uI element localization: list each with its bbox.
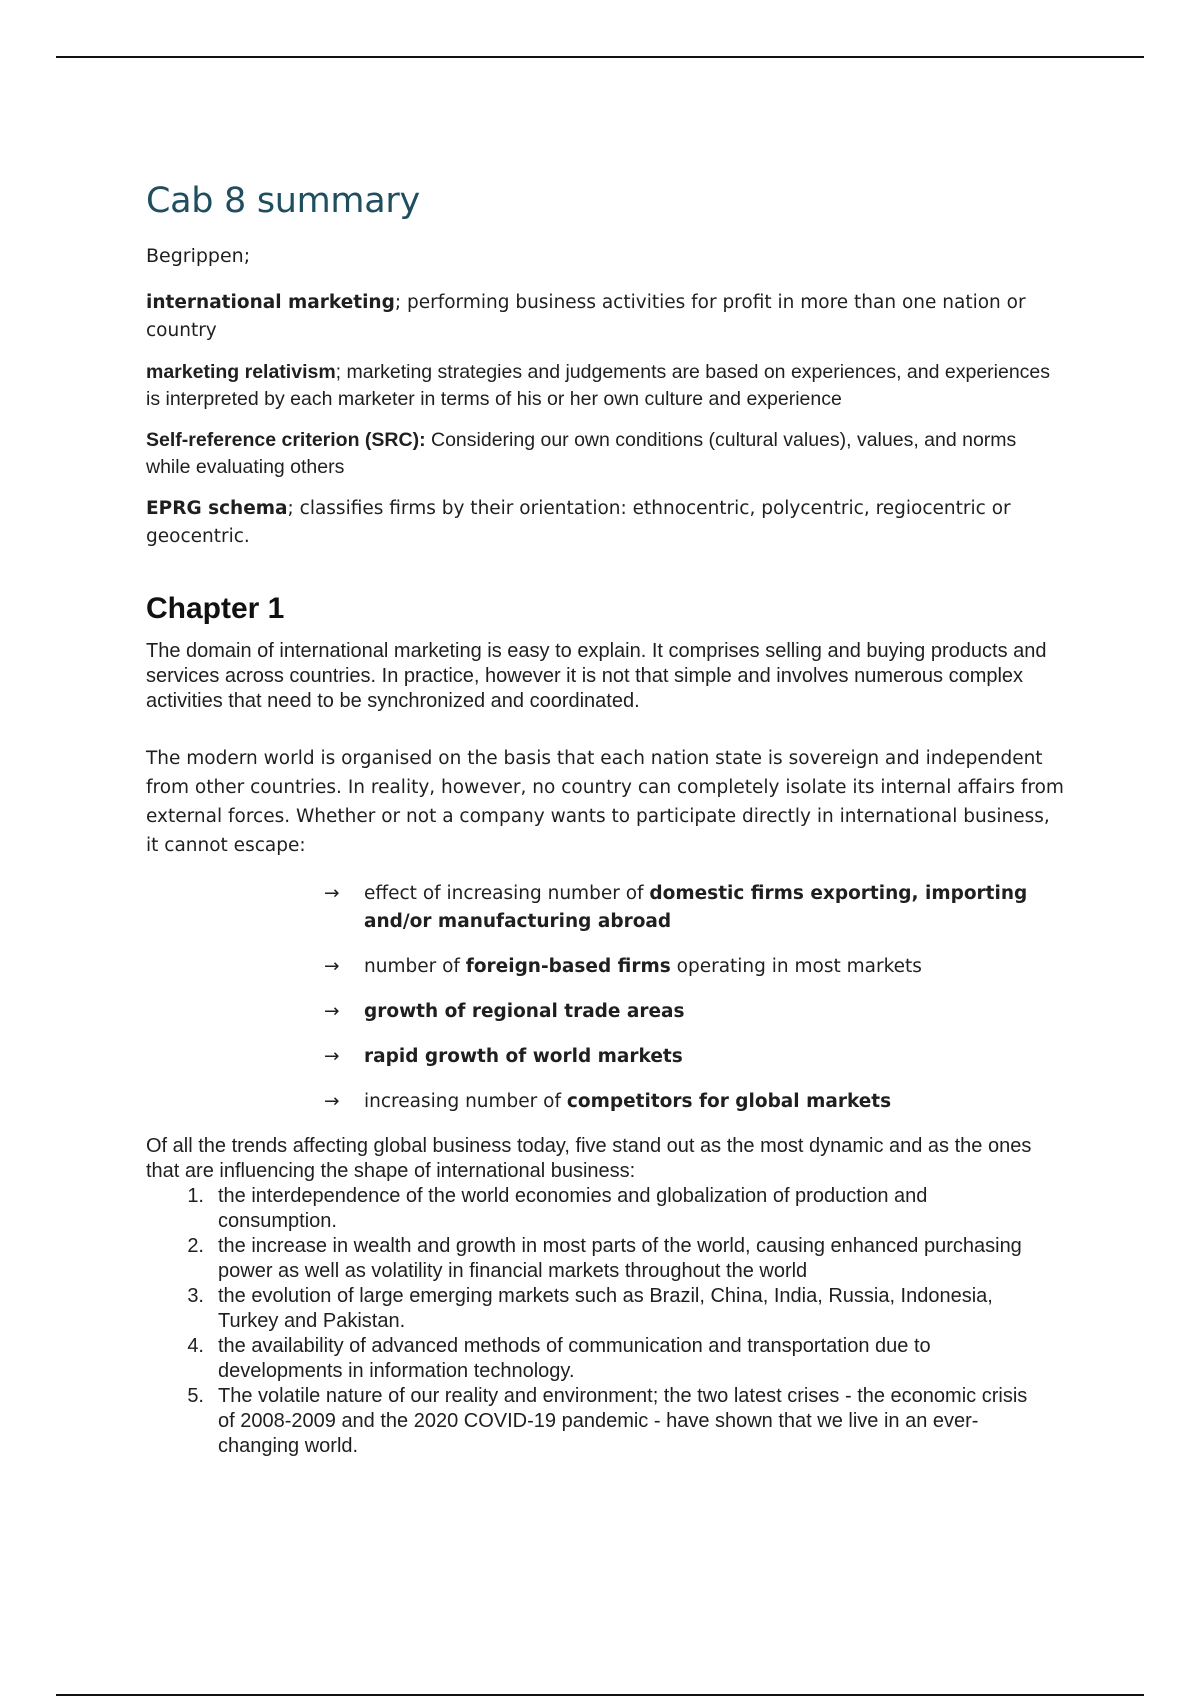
list-text: the increase in wealth and growth in most parts of the world, causing enhanced purchasing power as well as volatility in financial markets throughout the world	[218, 1234, 1022, 1282]
arrow-icon: →	[324, 1000, 340, 1022]
trends-intro: Of all the trends affecting global business today, five stand out as the most dynamic and as the ones that are influencing the shape of international business:	[146, 1134, 1032, 1182]
list-number: 1.	[187, 1184, 204, 1207]
bullet-text: increasing number of	[364, 1090, 567, 1112]
subtitle: Begrippen;	[146, 245, 251, 267]
list-item	[324, 880, 1066, 936]
list-item	[324, 1043, 1066, 1071]
definition-eprg-schema	[146, 495, 1066, 551]
bullet-text: operating in most markets	[670, 955, 922, 977]
definition-text: performing business activities for profit in more than one nation or country	[146, 291, 1026, 341]
definition-text: marketing strategies and judgements are based on experiences, and experiences is interpreted by each marketer in terms of his or her own culture and experience	[146, 360, 1051, 410]
top-rule	[56, 56, 1144, 58]
chapter-heading: Chapter 1	[146, 591, 285, 625]
list-item	[146, 1234, 1066, 1284]
definition-term: international marketing	[146, 291, 395, 313]
list-item	[324, 953, 1066, 981]
arrow-icon: →	[324, 1045, 340, 1067]
list-item	[146, 1334, 1066, 1384]
list-number: 2.	[187, 1234, 204, 1257]
definition-separator: ;	[394, 291, 402, 313]
definition-term: marketing relativism	[146, 360, 336, 383]
definition-marketing-relativism	[146, 359, 1066, 413]
chapter-paragraph-1: The domain of international marketing is easy to explain. It comprises selling and buying products and services across countries. In practice, however it is not that simple and involves numerous complex activities that need to be synchronized and coordinated.	[146, 639, 1047, 712]
list-text: The volatile nature of our reality and environment; the two latest crises - the economic crisis of 2008-2009 and the 2020 COVID-19 pandemic - have shown that we live in an ever-changing world.	[218, 1384, 1028, 1457]
definition-term: EPRG schema	[146, 497, 288, 519]
list-item	[146, 1284, 1066, 1334]
definition-text: classifies firms by their orientation: ethnocentric, polycentric, regiocentric or geocentric.	[146, 497, 1011, 547]
definition-text: Considering our own conditions (cultural values), values, and norms while evaluating others	[146, 428, 1017, 478]
page-content	[146, 180, 1066, 1459]
bullet-bold-text: foreign-based firms	[465, 955, 671, 977]
definition-separator: ;	[287, 497, 294, 519]
bottom-rule	[56, 1694, 1144, 1696]
definition-term: Self-reference criterion (SRC):	[146, 428, 426, 451]
list-number: 3.	[187, 1284, 204, 1307]
arrow-icon: →	[324, 1090, 340, 1112]
bullet-bold-text: rapid growth of world markets	[364, 1045, 683, 1067]
list-item	[146, 1384, 1066, 1459]
list-number: 4.	[187, 1334, 204, 1357]
bullet-text: number of	[364, 955, 466, 977]
bullet-list	[324, 880, 1066, 1116]
chapter-paragraph-2: The modern world is organised on the basis that each nation state is sovereign and independent from other countries. In reality, however, no country can completely isolate its internal affairs from external forces. Whether or not a company wants to participate directly in international business, it cannot escape:	[146, 747, 1064, 856]
definition-separator: ;	[335, 360, 342, 383]
list-text: the availability of advanced methods of communication and transportation due to developments in information technology.	[218, 1334, 931, 1382]
list-text: the evolution of large emerging markets such as Brazil, China, India, Russia, Indonesia, Turkey and Pakistan.	[218, 1284, 993, 1332]
list-text: the interdependence of the world economies and globalization of production and consumption.	[218, 1184, 928, 1232]
bullet-bold-text: domestic firms exporting, importing and/or manufacturing abroad	[364, 882, 1028, 932]
bullet-bold-text: growth of regional trade areas	[364, 1000, 685, 1022]
list-number: 5.	[187, 1384, 204, 1407]
definition-src	[146, 427, 1066, 481]
arrow-icon: →	[324, 955, 340, 977]
list-item	[146, 1184, 1066, 1234]
bullet-bold-text: competitors for global markets	[566, 1090, 892, 1112]
definition-international-marketing	[146, 289, 1066, 345]
arrow-icon: →	[324, 882, 340, 904]
trends-list	[146, 1184, 1066, 1459]
list-item	[324, 998, 1066, 1026]
list-item	[324, 1088, 1066, 1116]
bullet-text: effect of increasing number of	[364, 882, 650, 904]
document-title: Cab 8 summary	[146, 181, 420, 221]
